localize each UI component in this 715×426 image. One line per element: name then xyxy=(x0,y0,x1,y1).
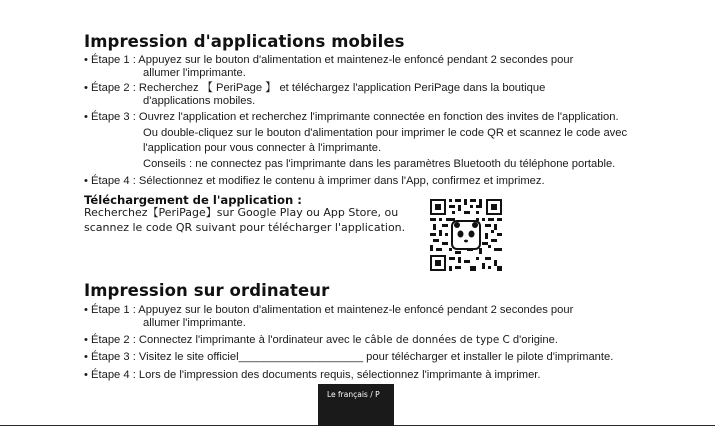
mobile-step-2: • Étape 2 : Recherchez 【 PeriPage 】 et téléchargez l'application PeriPage dans la boutique xyxy=(84,82,546,94)
mobile-step-4: • Étape 4 : Sélectionnez et modifiez le contenu à imprimer dans l'App, confirmez et imprimez. xyxy=(84,175,545,187)
mobile-step-1-cont: allumer l'imprimante. xyxy=(143,67,246,79)
computer-step-3-text-b: pour télécharger et installer le pilote d'imprimante. xyxy=(363,351,614,363)
mobile-section-title: Impression d'applications mobiles xyxy=(84,32,405,51)
computer-step-2-text-a: • Étape 2 : Connectez l'imprimante à l'ordinateur avec le xyxy=(84,334,365,346)
computer-step-1-cont: allumer l'imprimante. xyxy=(143,317,246,329)
mobile-step-3-cont-a: Ou double-cliquez sur le bouton d'alimentation pour imprimer le code QR et scannez le code avec xyxy=(143,127,628,139)
panda-logo-icon xyxy=(452,221,480,249)
computer-step-1: • Étape 1 : Appuyez sur le bouton d'alimentation et maintenez-le enfoncé pendant 2 secondes pour xyxy=(84,304,574,316)
computer-section-title: Impression sur ordinateur xyxy=(84,281,330,300)
computer-step-3-text-a: • Étape 3 : Visitez le site officiel xyxy=(84,351,239,363)
website-blank: ____________________ xyxy=(238,351,364,363)
computer-step-3 xyxy=(84,350,613,365)
computer-step-2 xyxy=(84,333,558,348)
computer-step-2-text-c: d'origine. xyxy=(509,334,558,346)
download-text-1: Recherchez【PeriPage】sur Google Play ou App Store, ou xyxy=(84,206,399,219)
download-title: Téléchargement de l'application : xyxy=(84,193,302,207)
qr-code-icon xyxy=(430,199,502,271)
computer-step-4: • Étape 4 : Lors de l'impression des documents requis, sélectionnez l'imprimante à imprimer. xyxy=(84,369,541,381)
mobile-step-3-tip: Conseils : ne connectez pas l'imprimante dans les paramètres Bluetooth du téléphone portable. xyxy=(143,158,616,170)
download-text-2: scannez le code QR suivant pour télécharger l'application. xyxy=(84,221,406,234)
cable-type-c-text: câble de données de type C xyxy=(364,334,510,346)
mobile-step-2-cont: d'applications mobiles. xyxy=(143,95,256,107)
mobile-step-3-cont-b: l'application pour vous connecter à l'imprimante. xyxy=(143,142,382,154)
mobile-step-3: • Étape 3 : Ouvrez l'application et recherchez l'imprimante connectée en fonction des invites de l'application. xyxy=(84,111,619,123)
page-language-tab xyxy=(318,384,394,426)
page-language-label: Le français / P xyxy=(327,390,380,399)
mobile-step-1: • Étape 1 : Appuyez sur le bouton d'alimentation et maintenez-le enfoncé pendant 2 secondes pour xyxy=(84,54,574,66)
